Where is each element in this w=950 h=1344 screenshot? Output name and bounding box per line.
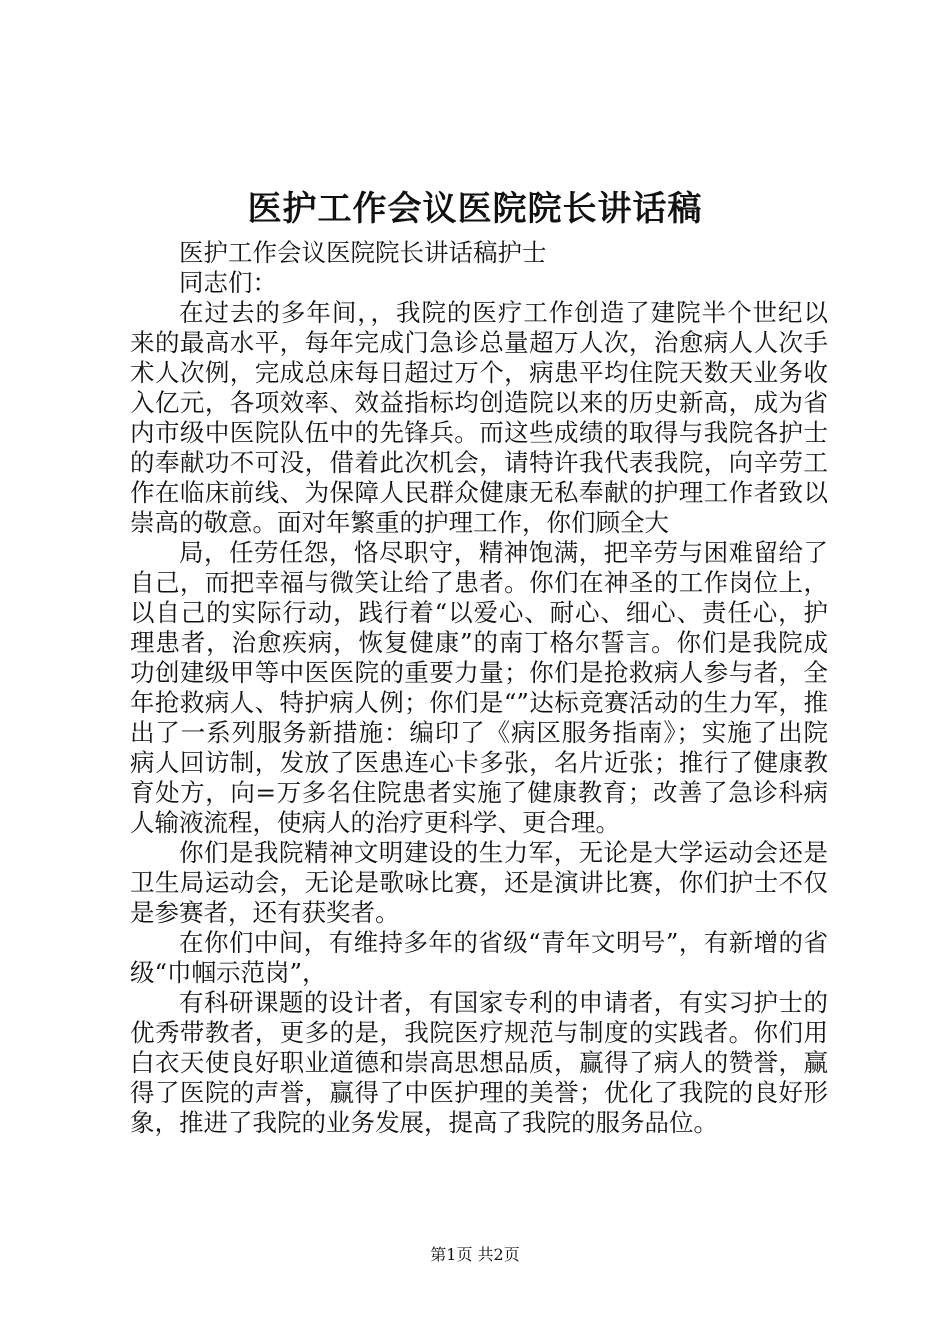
paragraph-salutation: 同志们： xyxy=(179,268,277,297)
document-title: 医护工作会议医院院长讲话稿 xyxy=(247,189,703,229)
paragraph-contributors: 有科研课题的设计者，有国家专利的申请者，有实习护士的优秀带教者，更多的是，我院医疗规范与制度的实践者。你们用白衣天使良好职业道德和崇高思想品质，赢得了病人的赞誉，赢得了医院的声誉，赢得了中医护理的美誉；优化了我院的良好形象，推进了我院的业务发展，提高了我院的服务品位。 xyxy=(130,988,828,1137)
page-number-footer: 第1页 共2页 xyxy=(430,1245,520,1264)
paragraph-achievements: 在过去的多年间，，我院的医疗工作创造了建院半个世纪以来的最高水平，每年完成门急诊总量超万人次，治愈病人人次手术人次例，完成总床每日超过万个，病患平均住院天数天业务收入亿元，各项效率、效益指标均创造院以来的历史新高，成为省内市级中医院队伍中的先锋兵。而这些成绩的取得与我院各护士的奉献功不可没，借着此次机会，请特许我代表我院，向辛劳工作在临床前线、为保障人民群众健康无私奉献的护理工作者致以崇高的敬意。面对年繁重的护理工作，你们顾全大 xyxy=(130,298,828,537)
paragraph-dedication: 局，任劳任怨，恪尽职守，精神饱满，把辛劳与困难留给了自己，而把幸福与微笑让给了患者。你们在神圣的工作岗位上，以自己的实际行动，践行着“以爱心、耐心、细心、责任心，护理患者，治愈疾病，恢复健康”的南丁格尔誓言。你们是我院成功创建级甲等中医医院的重要力量；你们是抢救病人参与者，全年抢救病人、特护病人例；你们是“”达标竞赛活动的生力军，推出了一系列服务新措施：编印了《病区服务指南》；实施了出院病人回访制，发放了医患连心卡多张，名片近张；推行了健康教育处方，向=万多名住院患者实施了健康教育；改善了急诊科病人输液流程，使病人的治疗更科学、更合理。 xyxy=(130,538,828,837)
document-body xyxy=(130,238,828,1138)
paragraph-honors: 在你们中间，有维持多年的省级“青年文明号”，有新增的省级“巾帼示范岗”， xyxy=(130,928,828,987)
paragraph-civilization: 你们是我院精神文明建设的生力军，无论是大学运动会还是卫生局运动会，无论是歌咏比赛，还是演讲比赛，你们护士不仅是参赛者，还有获奖者。 xyxy=(130,838,828,927)
paragraph-subtitle: 医护工作会议医院院长讲话稿护士 xyxy=(179,238,547,267)
